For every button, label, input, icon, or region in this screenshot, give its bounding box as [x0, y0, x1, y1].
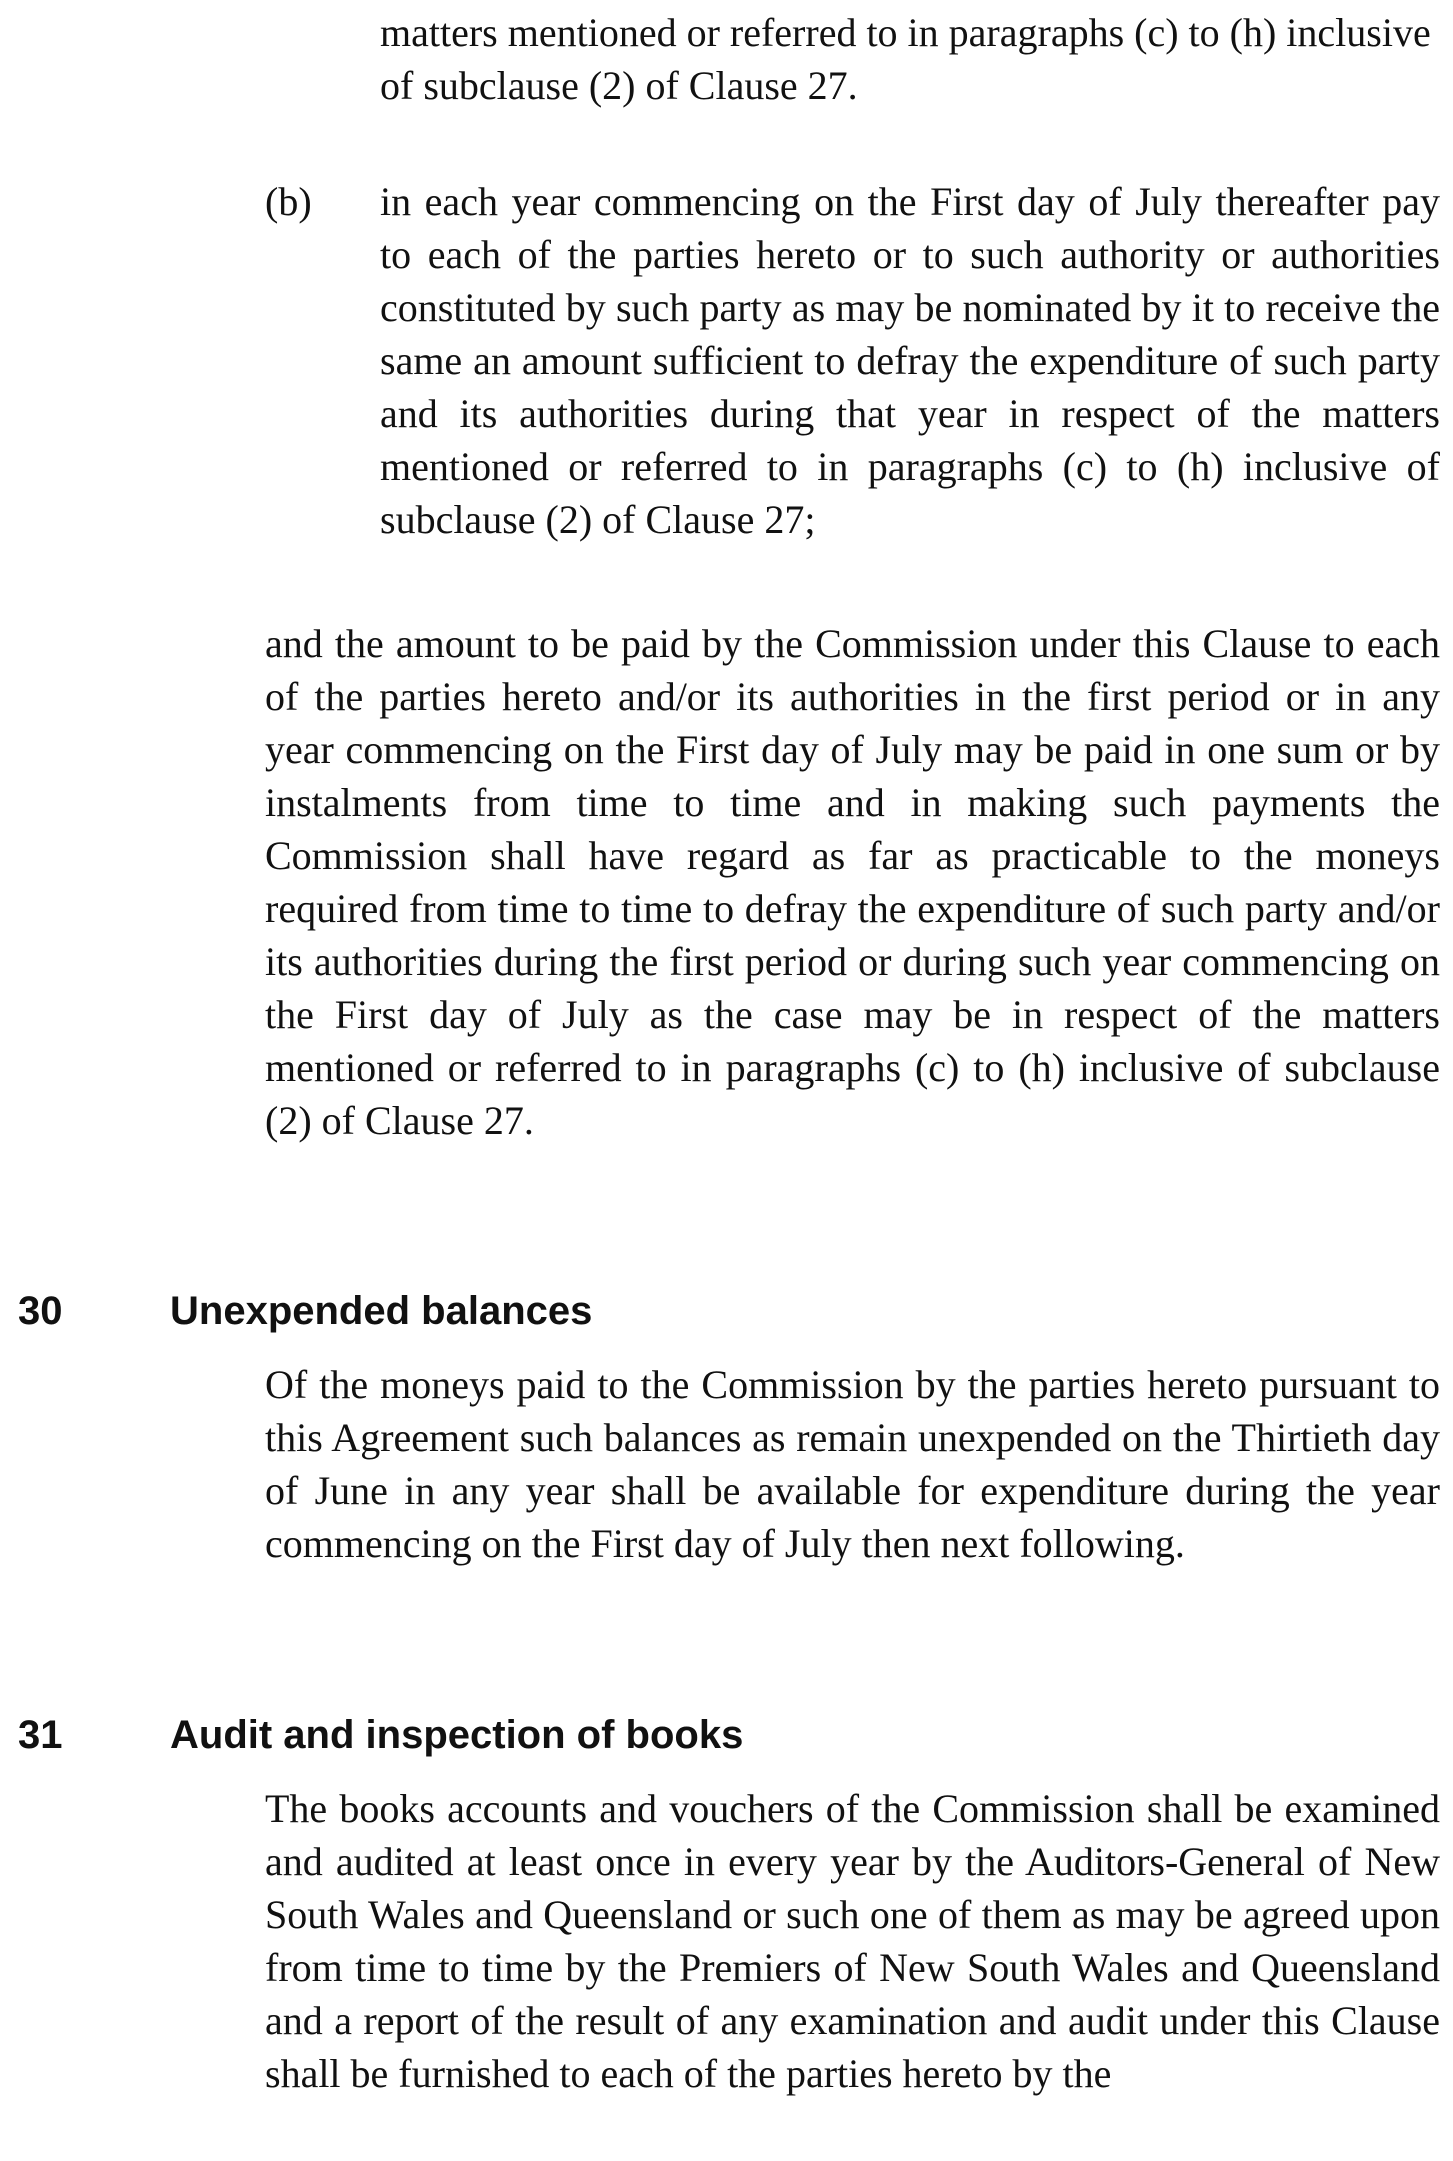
section-heading: Unexpended balances	[170, 1289, 593, 1333]
continuation-paragraph: matters mentioned or referred to in paragraphs (c) to (h) inclusive of subclause (2) of Clause 27.	[380, 10, 1431, 108]
section-number: 30	[18, 1289, 63, 1333]
section-number: 31	[18, 1713, 63, 1757]
closing-paragraph: and the amount to be paid by the Commission under this Clause to each of the parties hereto and/or its authorities in the first period or in any year commencing on the First day of July may be paid in one sum or by instalments from time to time and in making such payments the Commission shall have regard as far as practicable to the moneys required from time to time to defray the expenditure of such party and/or its authorities during the first period or during such year commencing on the First day of July as the case may be in respect of the matters mentioned or referred to in paragraphs (c) to (h) inclusive of subclause (2) of Clause 27.	[265, 621, 1440, 1143]
section-body: The books accounts and vouchers of the Commission shall be examined and audited at least once in every year by the Auditors-General of New South Wales and Queensland or such one of them as may be agreed upon from time to time by the Premiers of New South Wales and Queensland and a report of the result of any examination and audit under this Clause shall be furnished to each of the parties hereto by the	[265, 1786, 1440, 2096]
list-item-label: (b)	[265, 179, 312, 224]
list-item-text: in each year commencing on the First day of July thereafter pay to each of the parties hereto or to such authority or authorities constituted by such party as may be nominated by it to receive the same an amount sufficient to defray the expenditure of such party and its authorities during that year in respect of the matters mentioned or referred to in paragraphs (c) to (h) inclusive of subclause (2) of Clause 27;	[380, 179, 1440, 542]
section-body: Of the moneys paid to the Commission by the parties hereto pursuant to this Agreement such balances as remain unexpended on the Thirtieth day of June in any year shall be available for expenditure during the year commencing on the First day of July then next following.	[265, 1362, 1440, 1566]
section-heading: Audit and inspection of books	[170, 1713, 744, 1757]
